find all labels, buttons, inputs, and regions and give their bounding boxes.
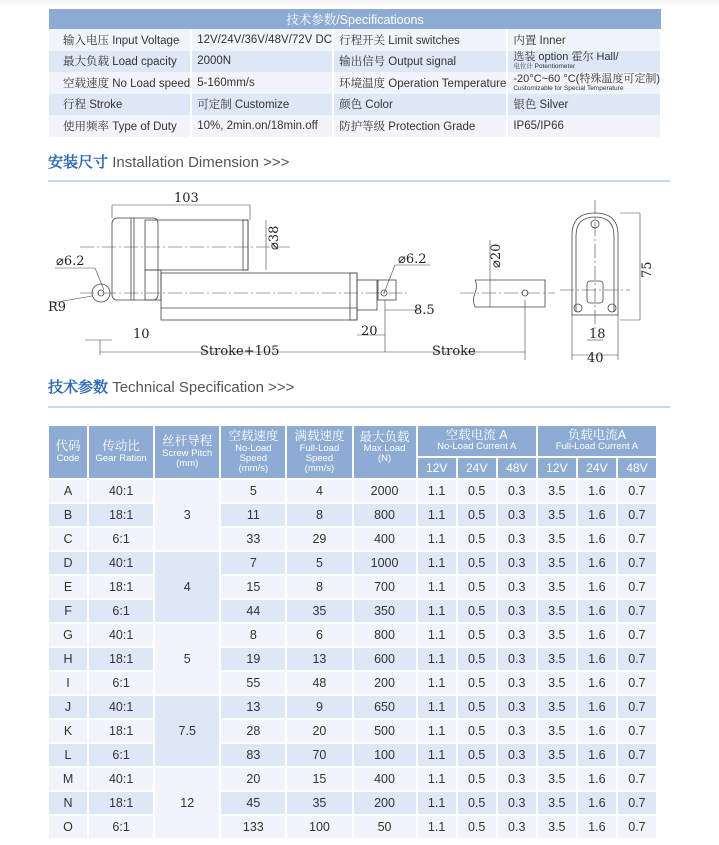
cell-code: H: [49, 648, 87, 670]
cell-gear: 18:1: [89, 504, 153, 526]
cell-noload-speed: 13: [221, 696, 285, 718]
cell-screw-pitch: 12: [155, 768, 219, 838]
cell-screw-pitch: 4: [155, 552, 219, 622]
cell-noload-current: 1.1: [418, 528, 456, 550]
header-pitch: 丝杆导程 Screw Pitch (mm): [155, 426, 219, 478]
cell-fullload-current: 1.6: [578, 816, 616, 838]
cell-noload-speed: 15: [221, 576, 285, 598]
cell-noload-current: 1.1: [418, 552, 456, 574]
cell-noload-speed: 19: [221, 648, 285, 670]
cell-fullload-current: 3.5: [538, 792, 576, 814]
cell-fullload-current: 0.7: [618, 504, 656, 526]
cell-code: K: [49, 720, 87, 742]
cell-gear: 40:1: [89, 552, 153, 574]
cell-code: D: [49, 552, 87, 574]
dim-length: 103: [174, 191, 199, 206]
cell-max-load: 100: [354, 744, 416, 766]
cell-max-load: 800: [354, 624, 416, 646]
table-row: [49, 720, 656, 742]
cell-noload-current: 0.5: [458, 768, 496, 790]
cell-noload-speed: 11: [221, 504, 285, 526]
cell-noload-current: 0.3: [498, 576, 536, 598]
cell-screw-pitch: 7.5: [155, 696, 219, 766]
actuator-motor: [112, 218, 248, 300]
header-voltage: 12V: [538, 458, 576, 478]
cell-max-load: 1000: [354, 552, 416, 574]
header-noload-current: 空载电流 A No-Load Current A: [418, 426, 536, 456]
cell-fullload-current: 1.6: [578, 696, 616, 718]
cell-noload-current: 1.1: [418, 600, 456, 622]
actuator-tube: [161, 273, 377, 320]
dim-front-hole: ⌀6.2: [398, 252, 427, 267]
cell-max-load: 2000: [354, 480, 416, 502]
spec-label: 行程开关 Limit switches: [333, 29, 507, 51]
spec-row: [49, 51, 661, 73]
cell-fullload-current: 3.5: [538, 816, 576, 838]
cell-noload-current: 0.3: [498, 792, 536, 814]
cell-fullload-current: 0.7: [618, 552, 656, 574]
cell-noload-current: 0.3: [498, 672, 536, 694]
cell-noload-speed: 33: [221, 528, 285, 550]
cell-fullload-speed: 35: [287, 600, 351, 622]
cell-fullload-current: 1.6: [578, 600, 616, 622]
table-row: [49, 576, 656, 598]
header-fullload-speed: 满载速度 Full-Load Speed (mm/s): [287, 426, 351, 478]
spec-label: 空载速度 No Load speed: [49, 72, 191, 94]
installation-title: [48, 151, 289, 172]
header-voltage: 12V: [418, 458, 456, 478]
cell-noload-current: 1.1: [418, 720, 456, 742]
cell-fullload-speed: 13: [287, 648, 351, 670]
cell-noload-current: 0.5: [458, 528, 496, 550]
cell-noload-current: 0.5: [458, 480, 496, 502]
header-max-load: 最大负载 Max Load (N): [354, 426, 416, 478]
header-voltage: 24V: [458, 458, 496, 478]
cell-fullload-current: 0.7: [618, 696, 656, 718]
dim-bracket-height: 75: [640, 261, 655, 278]
front-rod-end: [378, 280, 396, 300]
cell-fullload-speed: 8: [287, 576, 351, 598]
spec-value-note: Customizable for Special Temperature: [513, 84, 624, 92]
cell-noload-current: 0.5: [458, 816, 496, 838]
spec-value: 5-160mm/s: [191, 72, 333, 94]
cell-gear: 18:1: [89, 576, 153, 598]
cell-gear: 6:1: [89, 816, 153, 838]
cell-fullload-current: 0.7: [618, 576, 656, 598]
cell-fullload-current: 0.7: [618, 792, 656, 814]
cell-fullload-speed: 9: [287, 696, 351, 718]
cell-max-load: 400: [354, 528, 416, 550]
cell-noload-speed: 28: [221, 720, 285, 742]
cell-fullload-current: 3.5: [538, 744, 576, 766]
spec-value: IP65/IP66: [507, 115, 661, 137]
spec-value: 2000N: [191, 51, 333, 73]
table-row: [49, 768, 656, 790]
cell-noload-current: 1.1: [418, 576, 456, 598]
cell-noload-current: 0.3: [498, 720, 536, 742]
cell-max-load: 800: [354, 504, 416, 526]
cell-fullload-speed: 6: [287, 624, 351, 646]
cell-noload-current: 0.3: [498, 624, 536, 646]
cell-fullload-current: 1.6: [578, 720, 616, 742]
cell-noload-current: 0.5: [458, 672, 496, 694]
dim-front-hole-distance: 8.5: [414, 303, 435, 318]
cell-noload-current: 1.1: [418, 480, 456, 502]
dim-bracket-inner: 18: [589, 327, 606, 342]
cell-fullload-current: 1.6: [578, 504, 616, 526]
cell-noload-current: 1.1: [418, 744, 456, 766]
spec-label: 输出信号 Output signal: [333, 51, 507, 73]
cell-noload-current: 0.5: [458, 792, 496, 814]
dim-rear-offset: 10: [133, 327, 150, 342]
cell-gear: 40:1: [89, 480, 153, 502]
table-row: [49, 600, 656, 622]
cell-noload-current: 0.3: [498, 744, 536, 766]
cell-fullload-current: 0.7: [618, 600, 656, 622]
cell-fullload-current: 3.5: [538, 720, 576, 742]
cell-noload-current: 0.5: [458, 576, 496, 598]
spec-value: [507, 51, 661, 73]
cell-fullload-current: 0.7: [618, 744, 656, 766]
cell-noload-speed: 20: [221, 768, 285, 790]
cell-noload-current: 0.5: [458, 624, 496, 646]
spec-value: [507, 72, 661, 94]
cell-code: M: [49, 768, 87, 790]
spec-row: [49, 94, 661, 116]
cell-noload-current: 0.3: [498, 696, 536, 718]
spec-value: 12V/24V/36V/48V/72V DC: [191, 29, 333, 51]
spec-label: 防护等级 Protection Grade: [333, 115, 507, 137]
cell-fullload-current: 0.7: [618, 624, 656, 646]
header-code: 代码 Code: [49, 426, 87, 478]
cell-code: C: [49, 528, 87, 550]
spec-value: 内置 Inner: [507, 29, 661, 51]
cell-fullload-current: 1.6: [578, 528, 616, 550]
cell-fullload-speed: 35: [287, 792, 351, 814]
cell-gear: 6:1: [89, 528, 153, 550]
dim-stroke: Stroke: [432, 344, 476, 359]
table-row: [49, 696, 656, 718]
cell-noload-current: 1.1: [418, 504, 456, 526]
cell-max-load: 200: [354, 672, 416, 694]
cell-noload-speed: 5: [221, 480, 285, 502]
cell-fullload-current: 3.5: [538, 552, 576, 574]
cell-fullload-speed: 5: [287, 552, 351, 574]
cell-fullload-current: 3.5: [538, 576, 576, 598]
cell-gear: 6:1: [89, 600, 153, 622]
cell-fullload-speed: 70: [287, 744, 351, 766]
cell-fullload-current: 0.7: [618, 816, 656, 838]
dim-rear-hole: ⌀6.2: [56, 254, 85, 269]
cell-noload-current: 0.5: [458, 648, 496, 670]
cell-screw-pitch: 3: [155, 480, 219, 550]
cell-fullload-current: 3.5: [538, 696, 576, 718]
technical-title-en: Technical Specification >>>: [112, 379, 295, 396]
cell-gear: 40:1: [89, 696, 153, 718]
cell-noload-current: 0.3: [498, 480, 536, 502]
cell-fullload-current: 1.6: [578, 672, 616, 694]
cell-max-load: 350: [354, 600, 416, 622]
cell-noload-current: 1.1: [418, 792, 456, 814]
spec-label: 行程 Stroke: [49, 94, 191, 116]
cell-fullload-current: 0.7: [618, 528, 656, 550]
cell-code: J: [49, 696, 87, 718]
cell-fullload-current: 1.6: [578, 624, 616, 646]
cell-fullload-current: 3.5: [538, 624, 576, 646]
cell-fullload-current: 3.5: [538, 648, 576, 670]
header-voltage: 48V: [618, 458, 656, 478]
header-fullload-current: 负载电流A Full-Load Current A: [538, 426, 656, 456]
cell-fullload-current: 3.5: [538, 600, 576, 622]
cell-noload-current: 0.3: [498, 600, 536, 622]
spec-value-main: -20°C~60 °C(特殊温度可定制): [513, 72, 660, 85]
table-row: [49, 744, 656, 766]
section-divider: [48, 406, 670, 408]
spec-row: [49, 72, 661, 94]
cell-noload-speed: 44: [221, 600, 285, 622]
cell-max-load: 600: [354, 648, 416, 670]
cell-noload-current: 0.3: [498, 552, 536, 574]
cell-fullload-current: 3.5: [538, 528, 576, 550]
cell-fullload-current: 3.5: [538, 480, 576, 502]
cell-noload-current: 1.1: [418, 648, 456, 670]
table-row: [49, 528, 656, 550]
cell-fullload-speed: 29: [287, 528, 351, 550]
cell-fullload-speed: 8: [287, 504, 351, 526]
cell-noload-current: 0.5: [458, 696, 496, 718]
table-row: [49, 648, 656, 670]
cell-max-load: 200: [354, 792, 416, 814]
table-row: [49, 792, 656, 814]
spec-value-main: 选装 option 霍尔 Hall/: [513, 51, 619, 63]
cell-max-load: 650: [354, 696, 416, 718]
cell-fullload-current: 1.6: [578, 648, 616, 670]
dim-radius: R9: [48, 300, 67, 315]
cell-fullload-speed: 15: [287, 768, 351, 790]
spec-label: 输入电压 Input Voltage: [49, 29, 191, 51]
cell-code: G: [49, 624, 87, 646]
cell-noload-current: 0.3: [498, 528, 536, 550]
spec-row: [49, 115, 661, 137]
cell-noload-current: 0.5: [458, 744, 496, 766]
top-shadow: [0, 0, 719, 6]
table-row: [49, 480, 656, 502]
dim-body-diameter: ⌀38: [267, 225, 282, 250]
cell-fullload-speed: 48: [287, 672, 351, 694]
cell-noload-current: 1.1: [418, 768, 456, 790]
cell-noload-current: 0.5: [458, 552, 496, 574]
installation-title-cn: 安装尺寸: [48, 154, 109, 171]
cell-fullload-current: 3.5: [538, 768, 576, 790]
spec-label: 颜色 Color: [333, 94, 507, 116]
cell-noload-current: 0.3: [498, 816, 536, 838]
cell-noload-current: 0.3: [498, 768, 536, 790]
spec-value: 可定制 Customize: [191, 94, 333, 116]
cell-fullload-current: 0.7: [618, 648, 656, 670]
cell-code: B: [49, 504, 87, 526]
installation-drawing: [30, 175, 670, 375]
header-gear: 传动比 Gear Ration: [89, 426, 153, 478]
cell-fullload-current: 1.6: [578, 576, 616, 598]
cell-noload-current: 1.1: [418, 696, 456, 718]
header-voltage: 24V: [578, 458, 616, 478]
spec-value: 10%, 2min.on/18min.off: [191, 115, 333, 137]
dim-front-offset: 20: [361, 324, 378, 339]
specifications-table: [49, 9, 662, 137]
cell-code: L: [49, 744, 87, 766]
cell-fullload-current: 0.7: [618, 672, 656, 694]
table-row: [49, 672, 656, 694]
cell-code: F: [49, 600, 87, 622]
cell-code: O: [49, 816, 87, 838]
cell-gear: 40:1: [89, 768, 153, 790]
spec-value-note: 电位计 Potentiometer: [513, 63, 576, 70]
cell-max-load: 500: [354, 720, 416, 742]
cell-noload-speed: 7: [221, 552, 285, 574]
dim-total: Stroke+105: [200, 344, 280, 359]
cell-gear: 40:1: [89, 624, 153, 646]
cell-fullload-current: 3.5: [538, 672, 576, 694]
cell-noload-speed: 83: [221, 744, 285, 766]
cell-noload-current: 0.5: [458, 504, 496, 526]
table-row: [49, 552, 656, 574]
table-row: [49, 816, 656, 838]
cell-noload-speed: 8: [221, 624, 285, 646]
cell-noload-speed: 55: [221, 672, 285, 694]
cell-max-load: 50: [354, 816, 416, 838]
cell-fullload-speed: 4: [287, 480, 351, 502]
technical-title-cn: 技术参数: [48, 379, 109, 396]
technical-spec-table: [47, 424, 658, 840]
header-noload-speed: 空载速度 No-Load Speed (mm/s): [221, 426, 285, 478]
technical-title: [48, 376, 294, 397]
cell-fullload-speed: 20: [287, 720, 351, 742]
cell-noload-current: 1.1: [418, 624, 456, 646]
cell-fullload-current: 1.6: [578, 792, 616, 814]
cell-noload-speed: 45: [221, 792, 285, 814]
cell-gear: 18:1: [89, 720, 153, 742]
cell-fullload-current: 1.6: [578, 552, 616, 574]
cell-noload-current: 0.3: [498, 504, 536, 526]
cell-code: I: [49, 672, 87, 694]
cell-noload-current: 1.1: [418, 816, 456, 838]
spec-label: 环境温度 Operation Temperature: [333, 72, 507, 94]
table-row: [49, 504, 656, 526]
cell-code: A: [49, 480, 87, 502]
cell-gear: 18:1: [89, 792, 153, 814]
cell-gear: 18:1: [89, 648, 153, 670]
header-voltage: 48V: [498, 458, 536, 478]
cell-max-load: 700: [354, 576, 416, 598]
cell-noload-current: 0.5: [458, 720, 496, 742]
cell-fullload-current: 1.6: [578, 768, 616, 790]
cell-fullload-current: 3.5: [538, 504, 576, 526]
dim-rod-diameter: ⌀20: [489, 243, 504, 268]
cell-fullload-current: 0.7: [618, 768, 656, 790]
cell-screw-pitch: 5: [155, 624, 219, 694]
cell-fullload-current: 1.6: [578, 744, 616, 766]
cell-fullload-speed: 100: [287, 816, 351, 838]
spec-table-title: 技术参数/Specificatioons: [49, 9, 661, 29]
cell-fullload-current: 0.7: [618, 720, 656, 742]
dim-bracket-width: 40: [587, 351, 604, 366]
spec-value: 银色 Silver: [507, 94, 661, 116]
cell-fullload-current: 0.7: [618, 480, 656, 502]
cell-noload-current: 0.5: [458, 600, 496, 622]
spec-label: 使用频率 Type of Duty: [49, 115, 191, 137]
installation-title-en: Installation Dimension >>>: [112, 154, 290, 171]
cell-gear: 6:1: [89, 672, 153, 694]
cell-noload-current: 0.3: [498, 648, 536, 670]
spec-row: [49, 29, 661, 51]
rod-side-view: [474, 280, 546, 307]
cell-noload-current: 1.1: [418, 672, 456, 694]
spec-label: 最大负载 Load cpacity: [49, 51, 191, 73]
cell-code: N: [49, 792, 87, 814]
cell-gear: 6:1: [89, 744, 153, 766]
cell-fullload-current: 1.6: [578, 480, 616, 502]
cell-max-load: 400: [354, 768, 416, 790]
cell-code: E: [49, 576, 87, 598]
cell-noload-speed: 133: [221, 816, 285, 838]
table-row: [49, 624, 656, 646]
